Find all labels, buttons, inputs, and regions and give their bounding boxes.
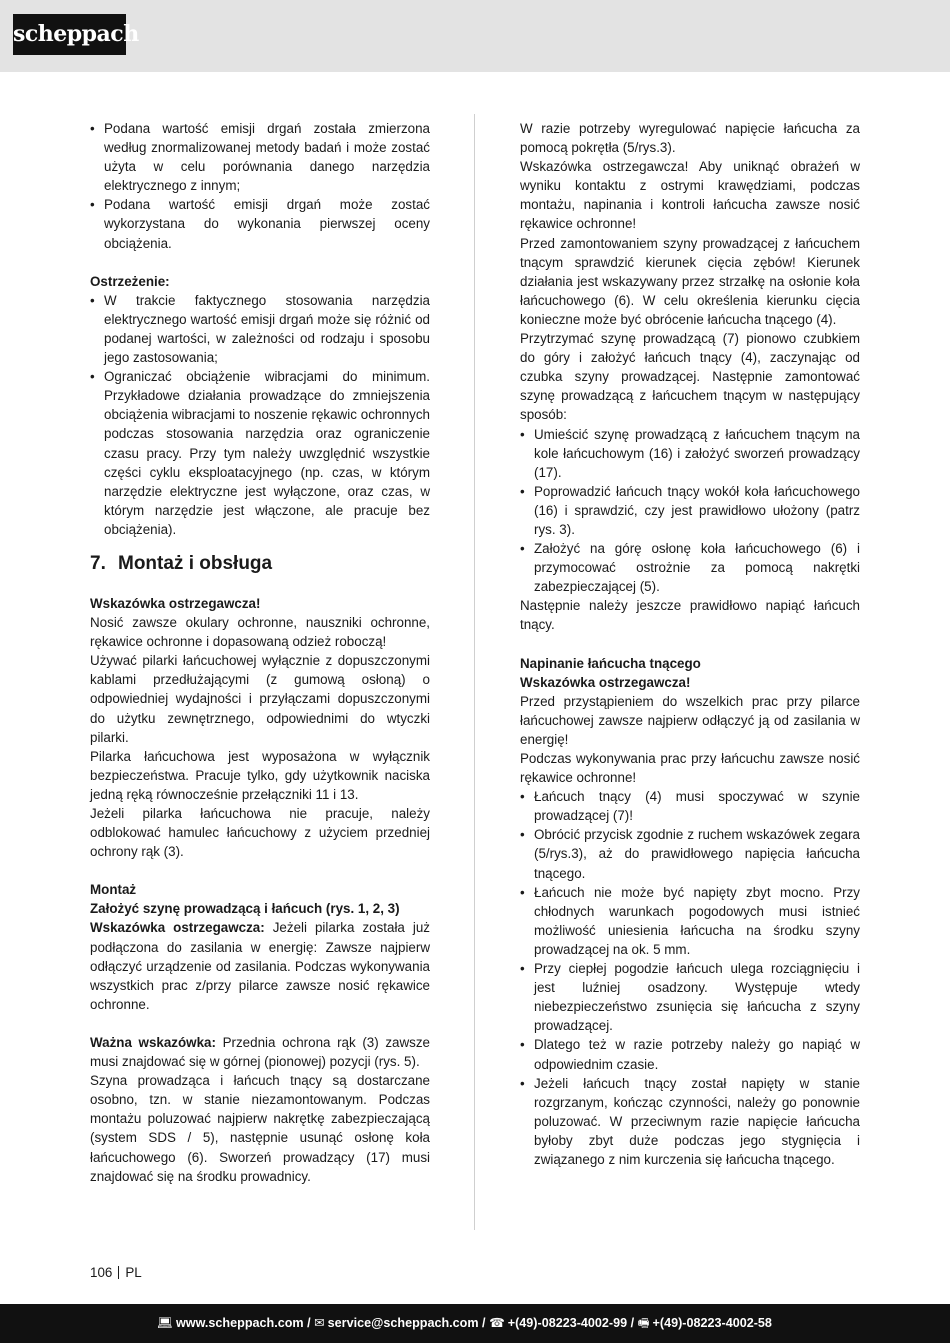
list-item: • W trakcie faktycznego stosowania narzędzia elektrycznego wartość emisji drgań może się różnić od podanej wartości, w zależności od rodzaju i sposobu jego zastosowania; <box>90 291 430 367</box>
page-number-separator <box>118 1266 119 1279</box>
vibration-bullets <box>90 119 430 253</box>
paragraph: Szyna prowadząca i łańcuch tnący są dostarczane osobno, tzn. w stanie niezamontowanym. Podczas montażu poluzować najpierw nakrętkę zabezpieczającą (system SDS / 5), następnie usunąć osłonę koła łańcuchowego (6). Sworzeń prowadzący (17) musi znajdować się na środku prowadnicy. <box>90 1073 430 1184</box>
page-footer: 💻︎ www.scheppach.com / ✉︎ service@scheppach.com / ☎︎ +(49)-08223-4002-99 / 🖷︎ +(49)-08223-4002-58 <box>0 1304 950 1343</box>
paragraph: Wskazówka ostrzegawcza! Aby uniknąć obrażeń w wyniku kontaktu z ostrymi krawędziami, podczas montażu, napinania i kontroli łańcucha zawsze nosić rękawice ochronne! <box>520 159 860 232</box>
montaz-subheading: Założyć szynę prowadzącą i łańcuch (rys. 1, 2, 3) <box>90 901 400 917</box>
list-item: • Dlatego też w razie potrzeby należy go napiąć w odpowiednim czasie. <box>520 1035 860 1073</box>
page-number <box>90 1265 142 1280</box>
list-item: • Założyć na górę osłonę koła łańcuchowego (6) i przymocować ostrożnie za pomocą nakrętki zabezpieczającej (5). <box>520 539 860 596</box>
section-number: 7. <box>90 552 106 574</box>
list-item: • Podana wartość emisji drgań może zostać wykorzystana do wykonania pierwszej oceny obciążenia. <box>90 195 430 252</box>
section-title-text: Montaż i obsługa <box>118 552 273 574</box>
list-item: • Obrócić przycisk zgodnie z ruchem wskazówek zegara (5/rys.3), aż do prawidłowego napięcia łańcucha tnącego. <box>520 825 860 882</box>
section-title <box>90 552 430 576</box>
paragraph: Pilarka łańcuchowa jest wyposażona w wyłącznik bezpieczeństwa. Pracuje tylko, gdy użytkownik naciska jedną ręką równocześnie przełączniki 11 i 13. <box>90 748 430 802</box>
phone-icon: ☎︎ <box>489 1316 505 1330</box>
page-language: PL <box>125 1265 142 1280</box>
paragraph: W razie potrzeby wyregulować napięcie łańcucha za pomocą pokrętła (5/rys.3). <box>520 121 860 156</box>
column-divider <box>474 114 475 1230</box>
paragraph: Następnie należy jeszcze prawidłowo napiąć łańcuch tnący. <box>520 598 860 633</box>
montaz-warning-text: Jeżeli pilarka została już podłączona do zasilania w energię: Zawsze najpierw odłączyć urządzenie od zasilania. Podczas wykonywania wszystkich prac z/przy pilarce zawsze nosić rękawice ochronne. <box>90 920 430 1012</box>
paragraph: Podczas wykonywania prac przy łańcuchu zawsze nosić rękawice ochronne! <box>520 751 860 786</box>
fax-icon: 🖷︎ <box>637 1316 650 1330</box>
paragraph: Nosić zawsze okulary ochronne, nauszniki ochronne, rękawice ochronne i dopasowaną odzież roboczą! <box>90 615 430 650</box>
list-item: • Jeżeli łańcuch tnący został napięty w stanie rozgrzanym, kończąc czynności, należy go ponownie poluzować. W przeciwnym razie napięcie łańcucha byłoby zbyt duże podczas jego stygnięcia i związanego z nim kurczenia się łańcucha tnącego. <box>520 1074 860 1169</box>
important-label: Ważna wskazówka: <box>90 1034 216 1050</box>
tension-bullets <box>520 787 860 1169</box>
montaz-heading: Montaż <box>90 882 137 898</box>
footer-website[interactable]: www.scheppach.com <box>176 1316 304 1330</box>
left-column <box>90 119 430 1186</box>
scheppach-logo: scheppach <box>13 14 126 55</box>
paragraph: Używać pilarki łańcuchowej wyłącznie z dopuszczonymi kablami przedłużającymi (z gumową osłoną) o odpowiedniej wydajności i przyłączami dopuszczonymi do użytku zewnętrznego, odpowiednimi do wtyczki pilarki. <box>90 653 430 745</box>
list-item: • Podana wartość emisji drgań została zmierzona według znormalizowanej metody badań i może zostać użyta w celu porównania danego narzędzia elektrycznego z innym; <box>90 119 430 195</box>
footer-email[interactable]: service@scheppach.com <box>327 1316 479 1330</box>
paragraph: Przed przystąpieniem do wszelkich prac przy pilarce łańcuchowej zawsze najpierw odłączyć ją od zasilania w energię! <box>520 693 860 747</box>
list-item: • Umieścić szynę prowadzącą z łańcuchem tnącym na kole łańcuchowym (16) i założyć sworzeń prowadzący (17). <box>520 425 860 482</box>
montaz-warning-label: Wskazówka ostrzegawcza: <box>90 920 265 936</box>
paragraph: Przed zamontowaniem szyny prowadzącej z łańcuchem tnącym sprawdzić kierunek cięcia zębów! Kierunek działania jest wskazywany przez strzałkę na osłonie koła łańcuchowego (6). W celu określenia kierunku cięcia konieczne może być obrócenie łańcucha tnącego (4). <box>520 235 860 327</box>
right-column <box>520 119 860 1169</box>
page-number-value: 106 <box>90 1265 113 1280</box>
important-note <box>90 1033 430 1071</box>
footer-phone: +(49)-08223-4002-99 <box>507 1316 628 1330</box>
tension-warning-heading: Wskazówka ostrzegawcza! <box>520 674 691 690</box>
computer-icon: 💻︎ <box>157 1316 173 1330</box>
list-item: • Łańcuch nie może być napięty zbyt mocno. Przy chłodnych warunkach pogodowych musi istnieć możliwość uniesienia łańcucha na środku szyny prowadzącej na ok. 5 mm. <box>520 883 860 959</box>
mount-steps <box>520 425 860 597</box>
list-item: • Przy ciepłej pogodzie łańcuch ulega rozciągnięciu i jest luźniej osadzony. Występuje wtedy niebezpieczeństwo zsunięcia się łańcucha z szyny prowadzącej. <box>520 959 860 1035</box>
list-item: • Łańcuch tnący (4) musi spoczywać w szynie prowadzącej (7)! <box>520 787 860 825</box>
tension-heading: Napinanie łańcucha tnącego <box>520 655 701 671</box>
warning-bullets <box>90 291 430 539</box>
warning-heading: Ostrzeżenie: <box>90 273 170 289</box>
important-text: Przednia ochrona rąk (3) zawsze musi znajdować się w górnej (pionowej) pozycji (rys. 5). <box>90 1034 430 1070</box>
paragraph: Jeżeli pilarka łańcuchowa nie pracuje, należy odblokować hamulec łańcuchowy z użyciem przedniej ochrony rąk (3). <box>90 806 430 860</box>
paragraph: Przytrzymać szynę prowadzącą (7) pionowo czubkiem do góry i założyć łańcuch tnący (4), zaczynając od czubka szyny prowadzącej. Następnie zamontować szynę prowadzącą z łańcuchem tnącym w następujący sposób: <box>520 331 860 423</box>
montaz-warning <box>90 918 430 1013</box>
page-header <box>0 0 950 72</box>
list-item: • Ograniczać obciążenie wibracjami do minimum. Przykładowe działania prowadzące do zmniejszenia obciążenia wibracjami to noszenie rękawic ochronnych podczas stosowania narzędzia oraz ograniczenie czasu pracy. Przy tym należy uwzględnić wszystkie części cyklu eksploatacyjnego (np. czas, w którym narzędzie elektryczne jest wyłączone, oraz czas, w którym narzędzie jest włączone, ale pracuje bez obciążenia). <box>90 367 430 539</box>
list-item: • Poprowadzić łańcuch tnący wokół koła łańcuchowego (16) i sprawdzić, czy jest prawidłowo ułożony (patrz rys. 3). <box>520 482 860 539</box>
email-icon: ✉︎ <box>314 1316 325 1330</box>
warning-note-heading: Wskazówka ostrzegawcza! <box>90 595 261 611</box>
footer-fax: +(49)-08223-4002-58 <box>652 1316 772 1330</box>
